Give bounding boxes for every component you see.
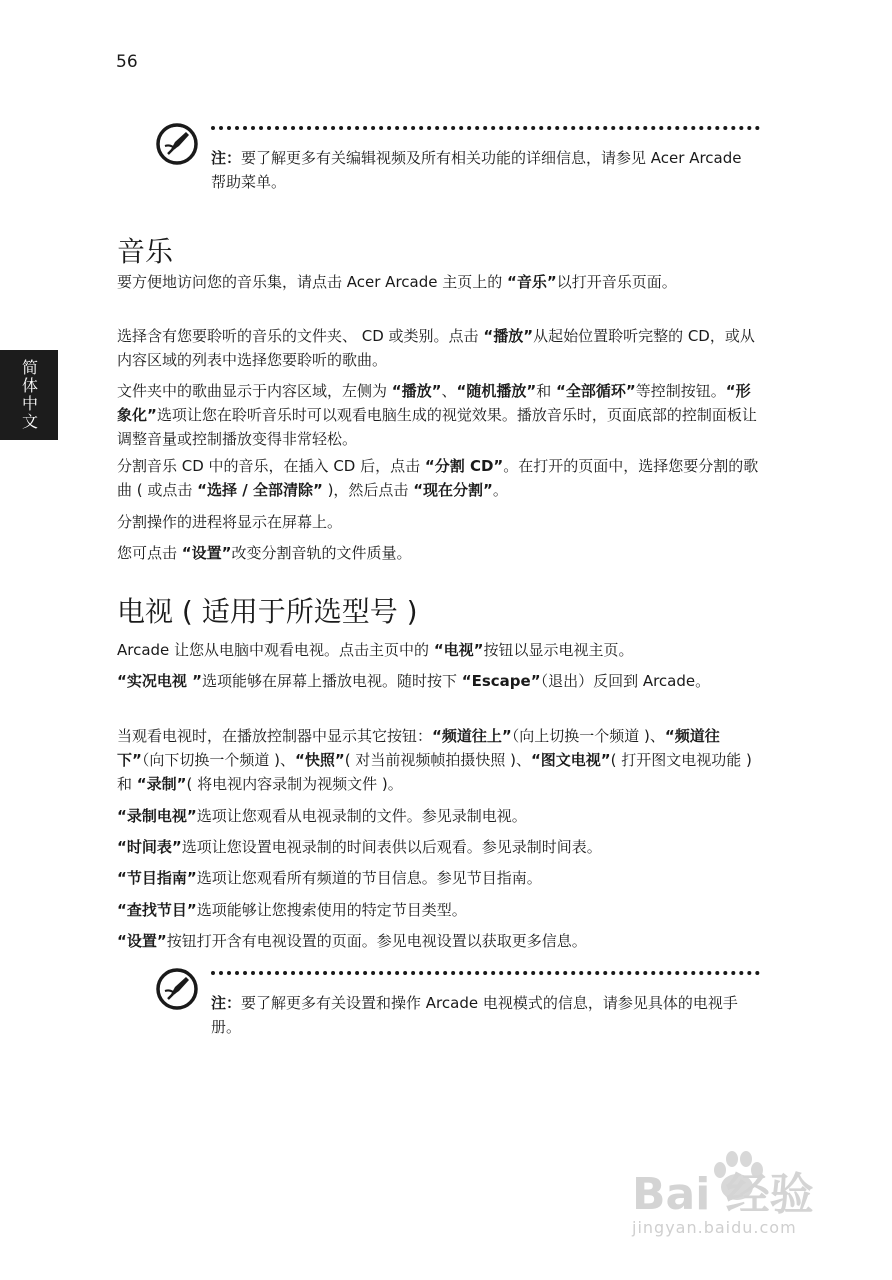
tv-paragraph-7 (117, 898, 762, 922)
text-run: 分割操作的进程将显示在屏幕上。 (117, 513, 343, 531)
bold-term: “播放” (483, 327, 534, 345)
tv-paragraph-6 (117, 866, 762, 890)
text-run: 选项让您设置电视录制的时间表供以后观看。参见录制时间表。 (181, 838, 602, 856)
bold-term: “录制电视” (117, 807, 197, 825)
text-run: 按钮以显示电视主页。 (483, 641, 634, 659)
bold-term: “频道往上” (432, 727, 512, 745)
text-run: 选项能够在屏幕上播放电视。随时按下 (201, 672, 462, 690)
text-run: ( 打开图文电视功能 ) 和 (117, 751, 752, 793)
text-run: )，然后点击 (322, 481, 414, 499)
note-text-1 (211, 146, 760, 194)
watermark-logo: Bai 经验 (632, 1169, 814, 1220)
note-body: 要了解更多有关编辑视频及所有相关功能的详细信息，请参见 Acer Arcade 帮助菜单。 (211, 149, 742, 191)
text-run: 文件夹中的歌曲显示于内容区域，左侧为 (117, 382, 392, 400)
bold-term: “现在分割” (413, 481, 493, 499)
watermark-url: jingyan.baidu.com (632, 1218, 797, 1237)
note-box-2 (155, 967, 760, 1047)
note-pen-icon (155, 967, 199, 1011)
text-run: （向下切换一个频道 )、 (141, 751, 295, 769)
tv-paragraph-2 (117, 669, 762, 693)
text-run: 。 (492, 481, 508, 499)
text-run: 分割音乐 CD 中的音乐，在插入 CD 后，点击 (117, 457, 425, 475)
note-pen-icon (155, 122, 199, 166)
bold-term: “音乐” (507, 273, 557, 291)
bold-term: “图文电视” (530, 751, 611, 769)
music-paragraph-4 (117, 454, 762, 502)
music-paragraph-3 (117, 379, 762, 451)
music-paragraph-5 (117, 510, 762, 534)
bold-term: “节目指南” (117, 869, 197, 887)
bold-term: “时间表” (117, 838, 182, 856)
text-run: 您可点击 (117, 544, 182, 562)
text-run: 选项能够让您搜索使用的特定节目类型。 (196, 901, 467, 919)
text-run: 选项让您观看从电视录制的文件。参见录制电视。 (196, 807, 527, 825)
text-run: 选项让您在聆听音乐时可以观看电脑生成的视觉效果。播放音乐时，页面底部的控制面板让调整音量或控制播放变得非常轻松。 (117, 406, 757, 448)
bold-term: “设置” (181, 544, 232, 562)
bold-term: “Escape” (461, 672, 541, 690)
tv-paragraph-1 (117, 638, 762, 662)
note-divider (211, 971, 760, 975)
tv-paragraph-5 (117, 835, 762, 859)
text-run: （向上切换一个频道 )、 (511, 727, 665, 745)
text-run: ( 对当前视频帧拍摄快照 )、 (344, 751, 531, 769)
bold-term: “分割 CD” (424, 457, 504, 475)
text-run: 当观看电视时，在播放控制器中显示其它按钮： (117, 727, 433, 745)
text-run: 、 (441, 382, 457, 400)
text-run: 改变分割音轨的文件质量。 (231, 544, 412, 562)
bold-term: “录制” (136, 775, 187, 793)
bold-term: “随机播放” (456, 382, 537, 400)
note-divider (211, 126, 760, 130)
music-heading: 音乐 (117, 235, 174, 268)
note-text-2 (211, 991, 760, 1039)
note-box-1 (155, 122, 760, 202)
text-run: 选择含有您要聆听的音乐的文件夹、 CD 或类别。点击 (117, 327, 484, 345)
bold-term: “实况电视 ” (117, 672, 202, 690)
music-paragraph-2 (117, 324, 762, 372)
bold-term: “电视” (433, 641, 484, 659)
text-run: 和 (536, 382, 557, 400)
language-tab (0, 350, 58, 440)
text-run: ( 将电视内容录制为视频文件 )。 (186, 775, 403, 793)
bold-term: “快照” (294, 751, 345, 769)
text-run: 按钮打开含有电视设置的页面。参见电视设置以获取更多信息。 (166, 932, 587, 950)
bold-term: “设置” (117, 932, 167, 950)
bold-term: “频道往下” (117, 727, 720, 769)
bold-term: “查找节目” (117, 901, 197, 919)
tv-paragraph-4 (117, 804, 762, 828)
tv-paragraph-3 (117, 724, 762, 796)
music-paragraph-6 (117, 541, 762, 565)
text-run: 以打开音乐页面。 (556, 273, 677, 291)
note-label: 注： (211, 149, 242, 167)
bold-term: “全部循环” (556, 382, 636, 400)
tv-paragraph-8 (117, 929, 762, 953)
bold-term: “选择 / 全部清除” (197, 481, 323, 499)
text-run: （退出）反回到 Arcade。 (540, 672, 711, 690)
page-number: 56 (116, 52, 138, 72)
bold-term: “形象化” (117, 382, 751, 424)
note-body: 要了解更多有关设置和操作 Arcade 电视模式的信息，请参见具体的电视手册。 (211, 994, 738, 1036)
note-label: 注： (211, 994, 242, 1012)
text-run: 。在打开的页面中，选择您要分割的歌曲 ( 或点击 (117, 457, 759, 499)
music-paragraph-1 (117, 270, 762, 294)
text-run: Arcade 让您从电脑中观看电视。点击主页中的 (117, 641, 434, 659)
language-tab-label: 简体中文 (19, 359, 39, 431)
text-run: 要方便地访问您的音乐集，请点击 Acer Arcade 主页上的 (117, 273, 508, 291)
text-run: 从起始位置聆听完整的 CD，或从内容区域的列表中选择您要聆听的歌曲。 (117, 327, 755, 369)
text-run: 选项让您观看所有频道的节目信息。参见节目指南。 (196, 869, 542, 887)
text-run: 等控制按钮。 (635, 382, 726, 400)
bold-term: “播放” (391, 382, 442, 400)
baidu-watermark (632, 1148, 852, 1258)
tv-heading: 电视 ( 适用于所选型号 ) (117, 595, 418, 628)
